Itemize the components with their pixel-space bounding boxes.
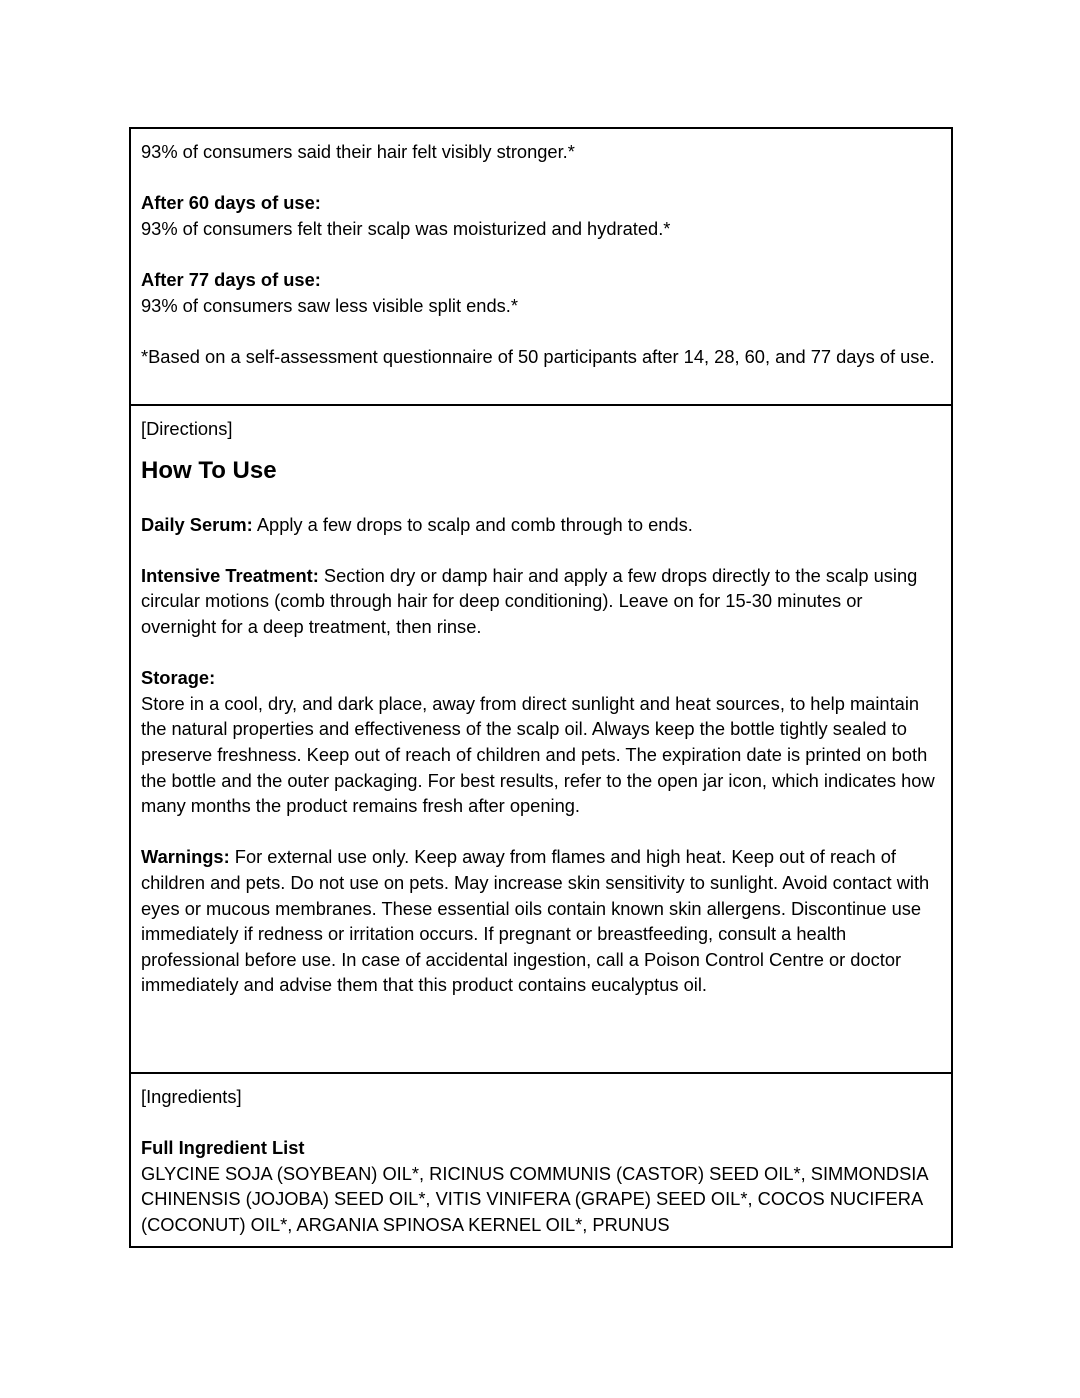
warnings-paragraph (141, 844, 941, 998)
how-to-use-heading: How To Use (141, 456, 277, 484)
intensive-treatment-paragraph (141, 563, 941, 640)
ingredients-text: GLYCINE SOJA (SOYBEAN) OIL*, RICINUS COMMUNIS (CASTOR) SEED OIL*, SIMMONDSIA CHINENSIS (JOJOBA) SEED OIL*, VITIS VINIFERA (GRAPE) SEED OIL*, COCOS NUCIFERA (COCONUT) OIL*, ARGANIA SPINOSA KERNEL OIL*, PRUNUS (141, 1162, 928, 1235)
ingredients-cell (131, 1072, 951, 1246)
intensive-treatment-text: Section dry or damp hair and apply a few drops directly to the scalp using circular motions (comb through hair for deep conditioning). Leave on for 15-30 minutes or overnight for a deep treatment, then rinse. (141, 564, 918, 637)
day60-block (141, 190, 941, 241)
results-cell (131, 129, 951, 404)
storage-text: Store in a cool, dry, and dark place, away from direct sunlight and heat sources, to help maintain the natural properties and effectiveness of the scalp oil. Always keep the bottle tightly sealed to preserve freshness. Keep out of reach of children and pets. The expiration date is printed on both the bottle and the outer packaging. For best results, refer to the open jar icon, which indicates how many months the product remains fresh after opening. (141, 692, 935, 817)
ingredients-label: [Ingredients] (141, 1086, 242, 1107)
day77-text: 93% of consumers saw less visible split ends.* (141, 294, 518, 316)
day60-heading: After 60 days of use: (141, 192, 321, 214)
results-footnote: *Based on a self-assessment questionnaire of 50 participants after 14, 28, 60, and 77 days of use. (141, 345, 935, 367)
ingredients-title: Full Ingredient List (141, 1137, 305, 1159)
day77-heading: After 77 days of use: (141, 268, 321, 290)
daily-serum-paragraph (141, 512, 941, 538)
intensive-treatment-label: Intensive Treatment: (141, 564, 319, 586)
daily-serum-text: Apply a few drops to scalp and comb through to ends. (252, 513, 693, 535)
stronger-result: 93% of consumers said their hair felt visibly stronger.* (141, 141, 575, 162)
day77-block (141, 267, 941, 318)
day60-text: 93% of consumers felt their scalp was moisturized and hydrated.* (141, 217, 671, 239)
content-table (129, 127, 953, 1248)
directions-cell (131, 404, 951, 1072)
storage-label: Storage: (141, 667, 216, 689)
storage-block (141, 665, 941, 819)
warnings-text: For external use only. Keep away from flames and high heat. Keep out of reach of children and pets. Do not use on pets. May increase skin sensitivity to sunlight. Avoid contact with eyes or mucous membranes. These essential oils contain known skin allergens. Discontinue use immediately if redness or irritation occurs. If pregnant or breastfeeding, consult a health professional before use. In case of accidental ingestion, call a Poison Control Centre or doctor immediately and advise them that this product contains eucalyptus oil. (141, 846, 930, 996)
warnings-label: Warnings: (141, 846, 230, 868)
ingredients-block (141, 1135, 941, 1237)
daily-serum-label: Daily Serum: (141, 513, 253, 535)
directions-label: [Directions] (141, 418, 233, 439)
